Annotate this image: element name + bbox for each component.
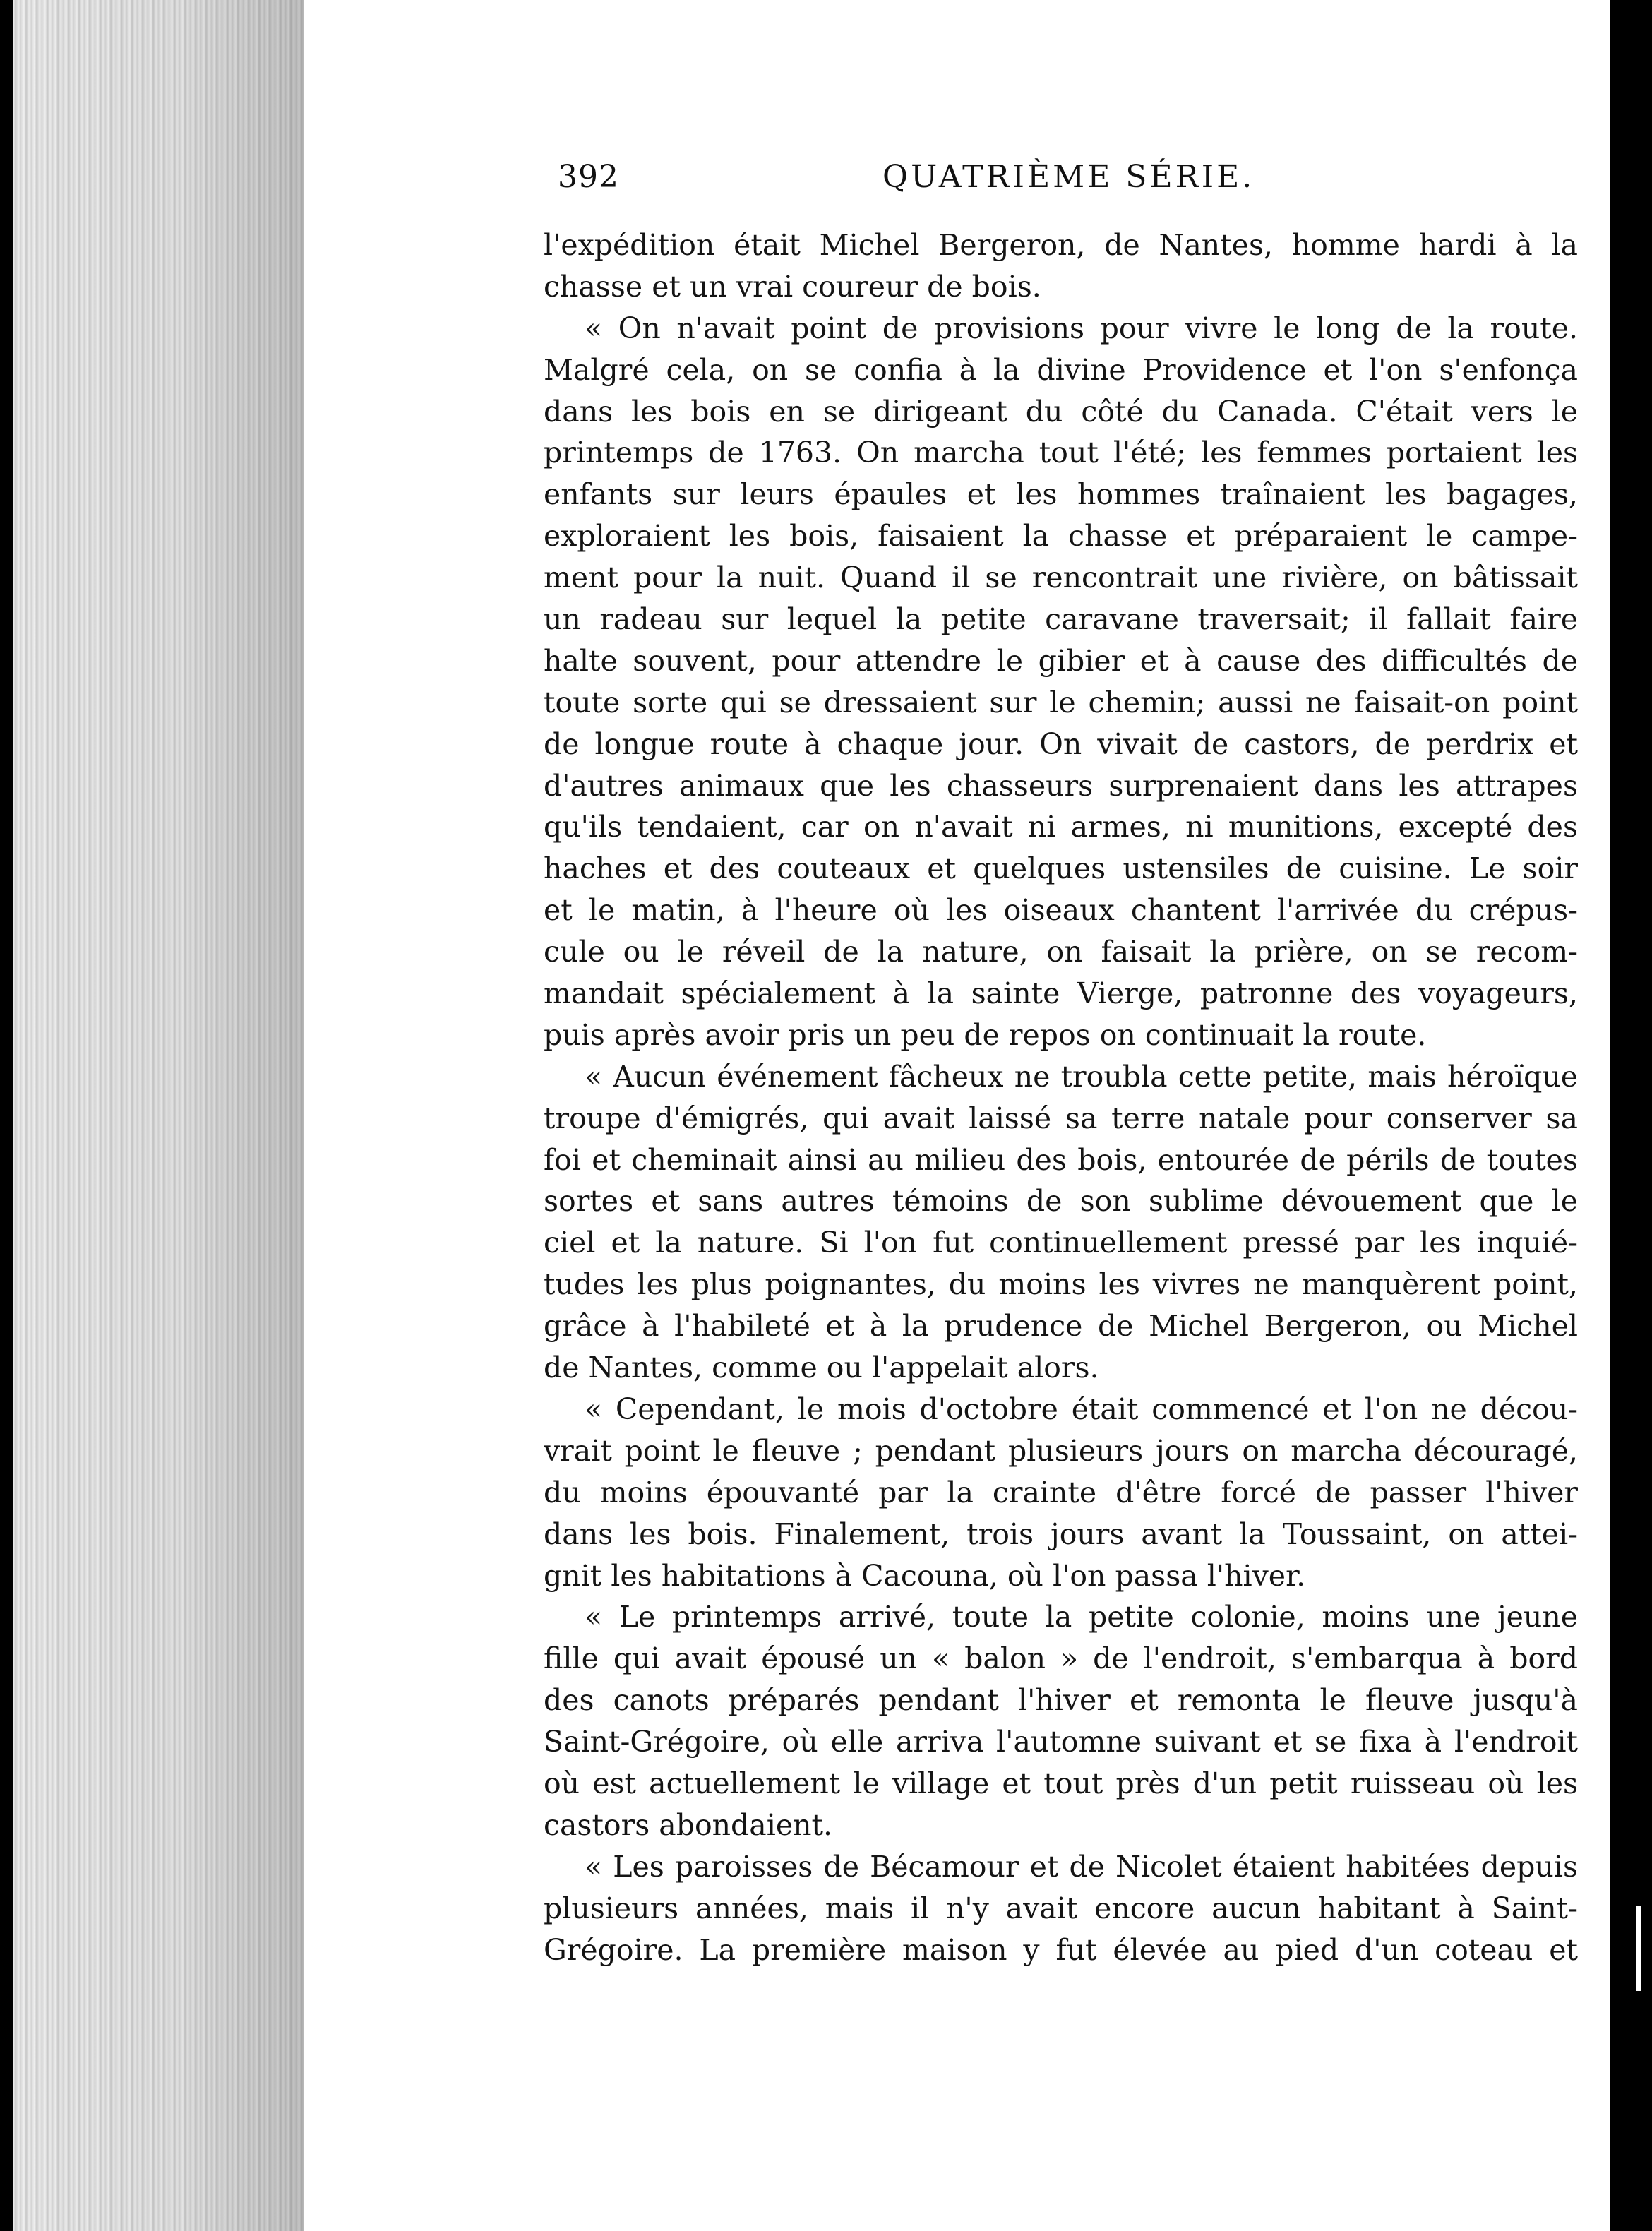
page-number: 392 <box>558 159 619 195</box>
text-line: « Les paroisses de Bécamour et de Nicolet étaient habitées depuis <box>585 1849 1578 1884</box>
text-line: chasse et un vrai coureur de bois. <box>544 269 1041 304</box>
text-line: puis après avoir pris un peu de repos on continuait la route. <box>544 1017 1427 1052</box>
text-line: castors abondaient. <box>544 1807 833 1842</box>
text-line: halte souvent, pour attendre le gibier et à cause des difficultés de <box>544 643 1578 678</box>
text-line: dans les bois en se dirigeant du côté du Canada. C'était vers le <box>544 394 1578 429</box>
text-line: « On n'avait point de provisions pour vivre le long de la route. <box>585 311 1578 345</box>
text-line: « Cependant, le mois d'octobre était commencé et l'on ne décou- <box>585 1392 1578 1426</box>
text-line: « Aucun événement fâcheux ne troubla cette petite, mais héroïque <box>585 1059 1578 1094</box>
text-line: du moins épouvanté par la crainte d'être forcé de passer l'hiver <box>544 1475 1578 1509</box>
text-line: troupe d'émigrés, qui avait laissé sa terre natale pour conserver sa <box>544 1101 1578 1135</box>
text-line: exploraient les bois, faisaient la chasse et préparaient le campe- <box>544 519 1578 554</box>
text-line: cule ou le réveil de la nature, on faisait la prière, on se recom- <box>544 935 1578 969</box>
text-line: mandait spécialement à la sainte Vierge, patronne des voyageurs, <box>544 976 1578 1011</box>
body-text <box>544 225 1578 1970</box>
text-line: foi et cheminait ainsi au milieu des bois, entourée de périls de toutes <box>544 1142 1578 1177</box>
text-line: printemps de 1763. On marcha tout l'été; les femmes portaient les <box>544 436 1578 470</box>
text-line: où est actuellement le village et tout près d'un petit ruisseau où les <box>544 1766 1578 1800</box>
text-line: sortes et sans autres témoins de son sublime dévouement que le <box>544 1184 1578 1219</box>
text-line: toute sorte qui se dressaient sur le chemin; aussi ne faisait-on point <box>544 685 1578 719</box>
scan-right-mark <box>1636 1906 1641 1991</box>
text-line: Malgré cela, on se confia à la divine Providence et l'on s'enfonça <box>544 352 1578 387</box>
text-line: l'expédition était Michel Bergeron, de Nantes, homme hardi à la <box>544 228 1578 262</box>
text-line: qu'ils tendaient, car on n'avait ni armes, ni munitions, excepté des <box>544 810 1578 844</box>
scan-right-border <box>1610 0 1652 2231</box>
running-title: QUATRIÈME SÉRIE. <box>882 159 1255 195</box>
text-line: enfants sur leurs épaules et les hommes traînaient les bagages, <box>544 477 1578 512</box>
text-line: et le matin, à l'heure où les oiseaux chantent l'arrivée du crépus- <box>544 893 1578 928</box>
text-line: haches et des couteaux et quelques ustensiles de cuisine. Le soir <box>544 851 1578 886</box>
text-line: dans les bois. Finalement, trois jours avant la Toussaint, on attei- <box>544 1517 1578 1551</box>
page-stack-shadow <box>0 0 304 2231</box>
text-line: fille qui avait épousé un « balon » de l'endroit, s'embarqua à bord <box>544 1641 1578 1676</box>
text-line: des canots préparés pendant l'hiver et remonta le fleuve jusqu'à <box>544 1683 1578 1718</box>
page-header <box>558 159 1588 208</box>
text-line: gnit les habitations à Cacouna, où l'on passa l'hiver. <box>544 1558 1306 1593</box>
text-line: Saint-Grégoire, où elle arriva l'automne suivant et se fixa à l'endroit <box>544 1725 1578 1759</box>
text-line: « Le printemps arrivé, toute la petite colonie, moins une jeune <box>585 1600 1578 1634</box>
text-line: un radeau sur lequel la petite caravane traversait; il fallait faire <box>544 602 1578 637</box>
text-line: Grégoire. La première maison y fut élevée au pied d'un coteau et <box>544 1932 1578 1967</box>
scan-left-border <box>0 0 13 2231</box>
text-line: ciel et la nature. Si l'on fut continuellement pressé par les inquié- <box>544 1226 1578 1260</box>
text-line: grâce à l'habileté et à la prudence de Michel Bergeron, ou Michel <box>544 1309 1578 1344</box>
text-line: vrait point le fleuve ; pendant plusieurs jours on marcha découragé, <box>544 1433 1578 1468</box>
text-line: de Nantes, comme ou l'appelait alors. <box>544 1351 1099 1385</box>
text-line: ment pour la nuit. Quand il se rencontrait une rivière, on bâtissait <box>544 561 1578 595</box>
text-line: plusieurs années, mais il n'y avait encore aucun habitant à Saint- <box>544 1891 1578 1925</box>
text-line: tudes les plus poignantes, du moins les vivres ne manquèrent point, <box>544 1267 1578 1302</box>
text-line: de longue route à chaque jour. On vivait de castors, de perdrix et <box>544 726 1578 761</box>
text-line: d'autres animaux que les chasseurs surprenaient dans les attrapes <box>544 768 1578 803</box>
